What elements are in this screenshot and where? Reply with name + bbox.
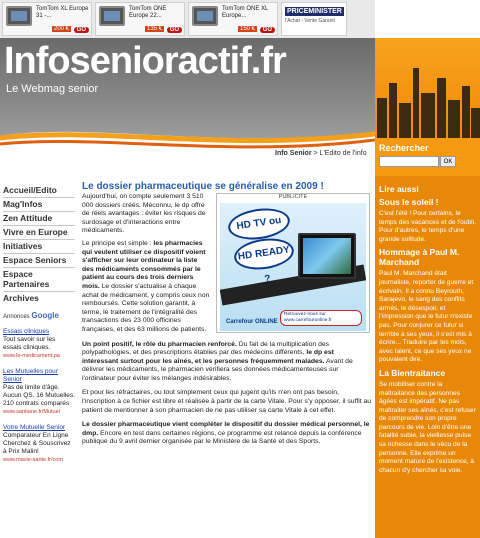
article-title: Le dossier pharmaceutique se généralise en 2009 ! (82, 181, 324, 192)
tv-icon (298, 233, 356, 279)
article (82, 181, 372, 453)
gps-icon (6, 6, 32, 26)
priceminister-tagline: l'Achat - Vente Garanti (285, 18, 335, 24)
left-nav (3, 184, 75, 464)
gps-icon (99, 6, 125, 26)
nav-item-zen-attitude[interactable]: Zen Attitude (3, 212, 75, 226)
ad-price: 150 € (239, 26, 255, 32)
article-paragraph: Le dossier pharmaceutique vient compléter le dispositif du dossier médical personnel, le dmp. Encore en test dans certaines régions, ce programme est relancé depuis la conférence publique du 9 avril dernier organisée par le Ministère de la Santé et des Sports. (82, 421, 370, 446)
article-paragraph: Un point positif, le rôle du pharmacien renforcé. Du fait de la multiplication des polypathologies, et des prescriptions établies par des médecins différents, le dp est intéressant surtout pour les aînés, et les personnes fréquemment malades. Avant de délivrer les médicaments, le pharmacien vérifiera ses données médicamenteuses sur l'ordinateur pour éviter les mélanges indésirables. (82, 340, 353, 382)
ad-go-button[interactable]: GO (260, 27, 275, 33)
ad-title: TomTom ONE XL Europe... (222, 6, 269, 19)
right-sidebar (375, 38, 480, 538)
ad-price: 135 € (146, 26, 162, 32)
ad-tomtom-1[interactable] (2, 2, 92, 36)
site-title[interactable]: Infosenioractif.fr (4, 40, 286, 82)
related-article-title[interactable]: La Bientraitance (379, 367, 446, 378)
nav-item-accueil[interactable]: Accueil/Edito (3, 184, 75, 198)
nav-item-mag-infos[interactable]: Mag'Infos (3, 198, 75, 212)
text-ad-body: Pas de limite d'âge. Aucun QS. 16 Mutuelles. 210 contrats comparés (3, 384, 75, 407)
search-title: Rechercher (379, 143, 429, 153)
ad-banner (0, 0, 375, 38)
site-header (0, 38, 375, 158)
lire-aussi-title: Lire aussi (379, 184, 419, 194)
site-subtitle: Le Webmag senior (6, 83, 99, 95)
breadcrumb-separator: > (311, 150, 320, 157)
ad-title: TomTom ONE Europe 22... (129, 6, 167, 19)
google-ads-label (3, 311, 75, 320)
related-article-text: C'est l'été ! Pour certains, le temps des vacances et de l'oubli. Pour d'autres, le temps d'une grande solitude. (379, 210, 476, 243)
breadcrumb (275, 150, 367, 157)
advertisement-label: PUBLICITE (278, 194, 308, 200)
text-ad-body: Tout savoir sur les essais cliniques. (3, 336, 56, 351)
priceminister-logo: PRICEMINISTER (287, 8, 342, 15)
ad-tomtom-3[interactable] (188, 2, 278, 36)
city-skyline (375, 38, 480, 138)
related-article-text: Se mobiliser contre la maltraitance des personnes âgées est impératif. Ne pas maltraiter ses aînés, c'est refuser de comprendre son propre parcours de vie. Loin d'être une fatalité subie, la vieillesse puise sa richesse dans le vécu de la personne. Elle exprime un moment mature de l'existence, à chacun d'y chercher sa voie. (379, 380, 476, 474)
article-paragraph: Aujourd'hui, on compte seulement 3 510 000 dossiers créés. Méconnu, le dp offre de réels avantages : éviter les risques de surdosage et d'interactions entre médicaments. (82, 193, 206, 235)
ad-priceminister[interactable] (281, 2, 347, 36)
advertisement-image[interactable] (220, 203, 366, 331)
breadcrumb-current: L'Edito de l'info (319, 150, 367, 157)
ad-go-button[interactable]: GO (167, 27, 182, 33)
article-paragraph: Et pour les réfractaires, ou tout simplement ceux qui jugent qu'ils n'en ont pas besoin, l'inscription à ce fichier est libre et réalisée à partir de la carte Vitale. Pour s'y opposer, il suffit au patient de mentionner à son pharmacien de ne pas utiliser sa carte Vitale à cet effet. (82, 389, 372, 414)
article-body (82, 341, 372, 448)
text-ad-url[interactable]: www.le-medicament.pa (3, 353, 60, 359)
ad-title: TomTom XL Europe 31 -... (36, 6, 89, 19)
carrefour-logo: Carrefour ONLINE (226, 319, 278, 325)
ad-headline-2: HD READY ? (232, 235, 296, 273)
search-button[interactable]: OK (440, 156, 456, 167)
related-article-title[interactable]: Hommage à Paul M. Marchand (379, 247, 460, 268)
gps-icon (192, 6, 218, 26)
breadcrumb-home[interactable]: Info Senior (275, 150, 312, 157)
ad-go-button[interactable]: GO (74, 27, 89, 33)
text-ad[interactable] (3, 368, 75, 416)
text-ad[interactable] (3, 424, 75, 464)
ad-tomtom-2[interactable] (95, 2, 185, 36)
lire-aussi-panel (375, 176, 480, 538)
google-logo: Google (31, 311, 59, 320)
nav-item-espace-seniors[interactable]: Espace Seniors (3, 254, 75, 268)
text-ad-title[interactable]: Votre Mutuelle Senior (3, 424, 66, 431)
ad-price: 200 € (53, 26, 69, 32)
google-ads-prefix: Annonces (3, 314, 30, 320)
text-ad-url[interactable]: www.mavie-sante.fr/com (3, 457, 63, 463)
nav-item-espace-partenaires[interactable]: Espace Partenaires (3, 268, 75, 292)
nav-item-vivre-en-europe[interactable]: Vivre en Europe (3, 226, 75, 240)
text-ad-title[interactable]: Essais cliniques (3, 328, 50, 335)
ad-headline-1: HD TV ou (226, 205, 292, 243)
article-intro-column (82, 193, 210, 335)
nav-item-initiatives[interactable]: Initiatives (3, 240, 75, 254)
search-input[interactable] (379, 156, 439, 167)
text-ad-body: Comparateur En Ligne Cherchez & Souscrivez à Prix Malin! (3, 432, 71, 455)
related-article-title[interactable]: Sous le soleil ! (379, 197, 439, 207)
nav-item-archives[interactable]: Archives (3, 293, 39, 303)
search-form (379, 156, 456, 167)
text-ad-url[interactable]: www.santiane.fr/Mutuel (3, 409, 60, 415)
text-ad-title[interactable]: Les Mutuelles pour Senior (3, 368, 58, 383)
text-ad[interactable] (3, 328, 75, 360)
advertisement-block[interactable] (216, 193, 370, 333)
carrefour-url[interactable]: Retrouvez-nous sur www.carrefouronline.fr (280, 310, 362, 326)
article-paragraph: Le principe est simple : les pharmacies qui veulent utiliser ce dispositif voient s'afficher sur leur ordinateur la liste des médicaments consommés par le patient au cours des trois derniers mois. Le dossier s'actualise à chaque achat de médicament, y compris ceux non remboursés. Cette solution garantit, à terme, le traitement de l'intégralité des transactions des 23 000 officines françaises, et des 63 millions de patients. (82, 239, 210, 333)
related-article-text: Paul M. Marchand était journaliste, reporter de guerre et écrivain. Il a connu Beyrouth, Sarajevo, le sang des conflits armés, le désespoir, et l'impression que le futur n'existe pas. Pour conjurer ce futur si terrible à ses yeux, il s'est mis à écrire... Traduire par les mots, avec talent, ce que ses yeux ne pouvaient dire. (379, 270, 474, 364)
